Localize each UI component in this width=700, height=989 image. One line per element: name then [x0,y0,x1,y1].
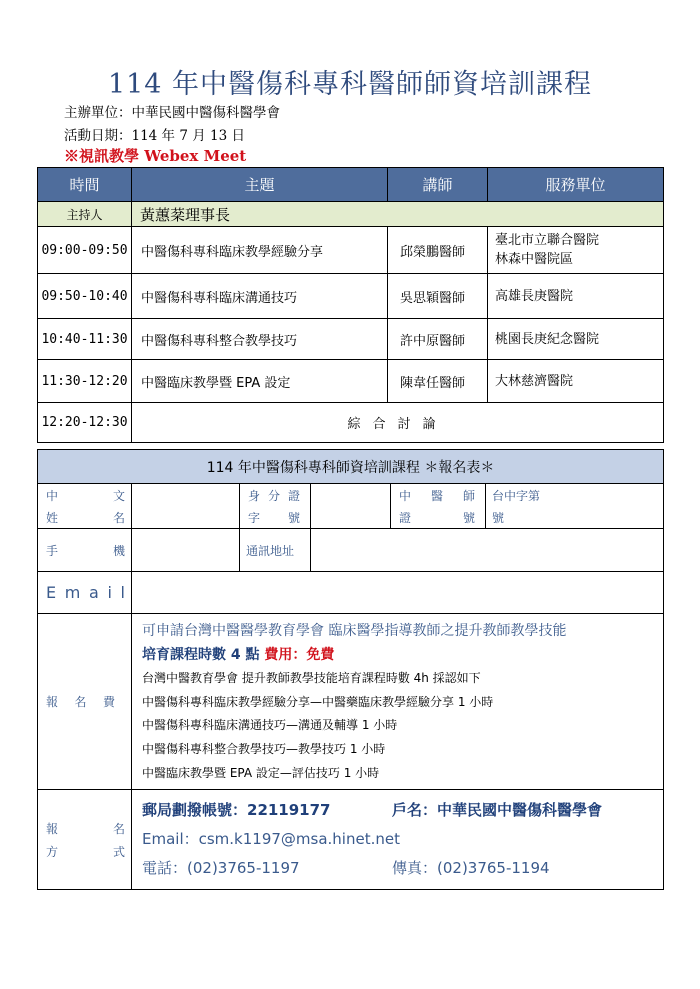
phone-field[interactable] [132,529,240,572]
header-topic: 主題 [132,168,388,202]
postal-account: 郵局劃撥帳號：22119177 [142,801,331,820]
payment-email: Email：csm.k1197@msa.hinet.net [142,830,400,849]
session-unit: 高雄長庚醫院 [488,274,664,319]
session-topic: 中醫傷科專科臨床教學經驗分享 [132,227,388,274]
name-label: 中 文 姓 名 [38,484,132,529]
fee-row [38,614,664,790]
session-speaker: 邱榮鵬醫師 [388,227,488,274]
registration-form [37,449,664,890]
id-label: 身 分 證 字 號 [240,484,311,529]
schedule-header [38,168,664,202]
page-title: 114 年中醫傷科專科醫師師資培訓課程 [107,69,593,100]
fee-line-6: 中醫傷科專科整合教學技巧—教學技巧 1 小時 [142,741,386,756]
discussion-time: 12:20-12:30 [38,403,132,443]
session-time: 09:00-09:50 [38,227,132,274]
session-topic: 中醫傷科專科臨床溝通技巧 [132,274,388,319]
address-field[interactable] [311,529,664,572]
email-field[interactable] [132,572,664,614]
header-speaker: 講師 [388,168,488,202]
cert-label: 中 醫 師 證 號 [391,484,486,529]
name-field[interactable] [132,484,240,529]
fee-line-2: 培育課程時數 4 點 費用：免費 [142,646,335,663]
session-speaker: 陳韋任醫師 [388,360,488,403]
cert-field[interactable]: 台中字第 號 [486,484,664,529]
id-field[interactable] [311,484,391,529]
session-topic: 中醫臨床教學暨 EPA 設定 [132,360,388,403]
session-time: 11:30-12:20 [38,360,132,403]
event-date: 活動日期：114 年 7 月 13 日 [64,128,245,144]
address-label: 通訊地址 [240,529,311,572]
phone-label: 手 機 [38,529,132,572]
schedule-row [38,227,664,274]
method-label: 報 名 方 式 [38,790,132,890]
discussion-row [38,403,664,443]
host-label: 主持人 [38,202,132,227]
host-row [38,202,664,227]
fee-line-1: 可申請台灣中醫醫學教育學會 臨床醫學指導教師之提升教師教學技能 [142,623,567,639]
schedule-table [37,167,664,443]
online-notice: ※視訊教學 Webex Meet [64,147,247,165]
fee-line-5: 中醫傷科專科臨床溝通技巧—溝通及輔導 1 小時 [142,718,398,733]
organizer: 主辦單位：中華民國中醫傷科醫學會 [64,105,280,121]
fee-line-3: 台灣中醫教育學會 提升教師教學技能培育課程時數 4h 採認如下 [142,671,481,686]
method-row [38,790,664,890]
session-speaker: 許中原醫師 [388,319,488,360]
email-row [38,572,664,614]
payment-fax: 傳真：(02)3765-1194 [392,859,550,878]
phone-row [38,529,664,572]
name-row [38,484,664,529]
fee-line-7: 中醫臨床教學暨 EPA 設定—評估技巧 1 小時 [142,765,380,780]
fee-label: 報 名 費 [38,614,132,790]
discussion-label: 綜合討論 [132,403,664,443]
form-title-row [38,450,664,484]
schedule-row [38,319,664,360]
email-label: E m a i l [38,572,132,614]
session-speaker: 吳思穎醫師 [388,274,488,319]
session-topic: 中醫傷科專科整合教學技巧 [132,319,388,360]
fee-details [132,614,664,790]
session-unit [488,227,664,274]
unit-line-1: 臺北市立聯合醫院 [495,233,600,248]
fee-line-4: 中醫傷科專科臨床教學經驗分享—中醫藥臨床教學經驗分享 1 小時 [142,694,494,709]
fee-amount: 費用：免費 [264,646,335,663]
payment-phone: 電話：(02)3765-1197 [142,859,300,878]
header-time: 時間 [38,168,132,202]
schedule-row [38,360,664,403]
payment-account-line [142,796,655,825]
session-time: 10:40-11:30 [38,319,132,360]
account-name: 戶名：中華民國中醫傷科醫學會 [392,801,603,820]
host-name: 黃蕙棻理事長 [132,202,664,227]
schedule-row [38,274,664,319]
form-title: 114 年中醫傷科專科師資培訓課程 ＊報名表＊ [38,450,664,484]
payment-details [132,790,664,890]
session-unit: 大林慈濟醫院 [488,360,664,403]
session-time: 09:50-10:40 [38,274,132,319]
session-unit: 桃園長庚紀念醫院 [488,319,664,360]
payment-contact-line [142,854,655,883]
header-unit: 服務單位 [488,168,664,202]
unit-line-2: 林森中醫院區 [495,252,574,267]
